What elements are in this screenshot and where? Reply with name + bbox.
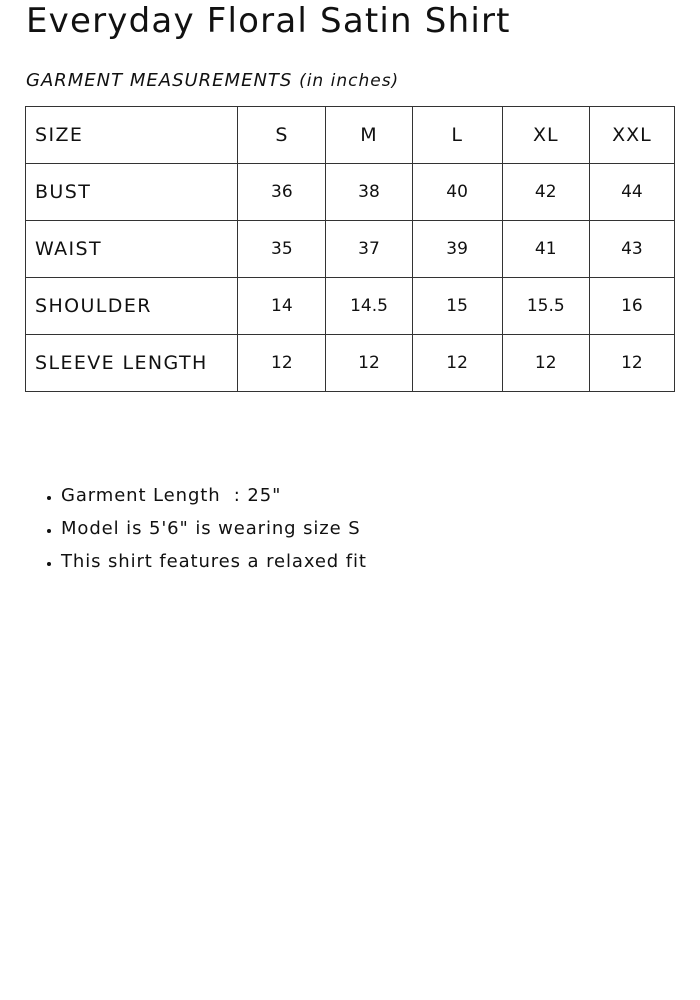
table-cell: 39 bbox=[412, 221, 502, 278]
row-label-shoulder: SHOULDER bbox=[26, 278, 238, 335]
table-cell: 41 bbox=[502, 221, 589, 278]
table-cell: 42 bbox=[502, 164, 589, 221]
table-cell: 37 bbox=[326, 221, 412, 278]
header-size-m: M bbox=[326, 107, 412, 164]
subtitle-text: GARMENT MEASUREMENTS bbox=[26, 70, 293, 91]
table-row-sleeve-length bbox=[26, 335, 675, 392]
table-cell: 14.5 bbox=[326, 278, 412, 335]
row-label-bust: BUST bbox=[26, 164, 238, 221]
measurements-subtitle bbox=[26, 68, 399, 94]
row-label-waist: WAIST bbox=[26, 221, 238, 278]
page-title: Everyday Floral Satin Shirt bbox=[26, 1, 511, 41]
table-cell: 40 bbox=[412, 164, 502, 221]
table-cell: 12 bbox=[412, 335, 502, 392]
table-cell: 12 bbox=[502, 335, 589, 392]
header-size-xl: XL bbox=[502, 107, 589, 164]
subtitle-unit: (in inches) bbox=[299, 71, 400, 91]
table-cell: 35 bbox=[238, 221, 326, 278]
table-header-row bbox=[26, 107, 675, 164]
note-fit: • This shirt features a relaxed fit bbox=[61, 546, 367, 579]
table-row-waist bbox=[26, 221, 675, 278]
table-cell: 44 bbox=[589, 164, 674, 221]
header-size-xxl: XXL bbox=[589, 107, 674, 164]
header-size-s: S bbox=[238, 107, 326, 164]
garment-notes-list bbox=[25, 480, 367, 579]
header-size-l: L bbox=[412, 107, 502, 164]
table-cell: 14 bbox=[238, 278, 326, 335]
table-cell: 43 bbox=[589, 221, 674, 278]
note-model-size: • Model is 5'6" is wearing size S bbox=[61, 513, 367, 546]
note-garment-length: • Garment Length : 25" bbox=[61, 480, 367, 513]
table-cell: 36 bbox=[238, 164, 326, 221]
table-cell: 15.5 bbox=[502, 278, 589, 335]
table-cell: 12 bbox=[589, 335, 674, 392]
table-cell: 15 bbox=[412, 278, 502, 335]
table-row-bust bbox=[26, 164, 675, 221]
table-row-shoulder bbox=[26, 278, 675, 335]
table-cell: 12 bbox=[326, 335, 412, 392]
header-label-size: SIZE bbox=[26, 107, 238, 164]
row-label-sleeve-length: SLEEVE LENGTH bbox=[26, 335, 238, 392]
size-chart-table bbox=[25, 106, 675, 392]
table-cell: 16 bbox=[589, 278, 674, 335]
table-cell: 12 bbox=[238, 335, 326, 392]
table-cell: 38 bbox=[326, 164, 412, 221]
